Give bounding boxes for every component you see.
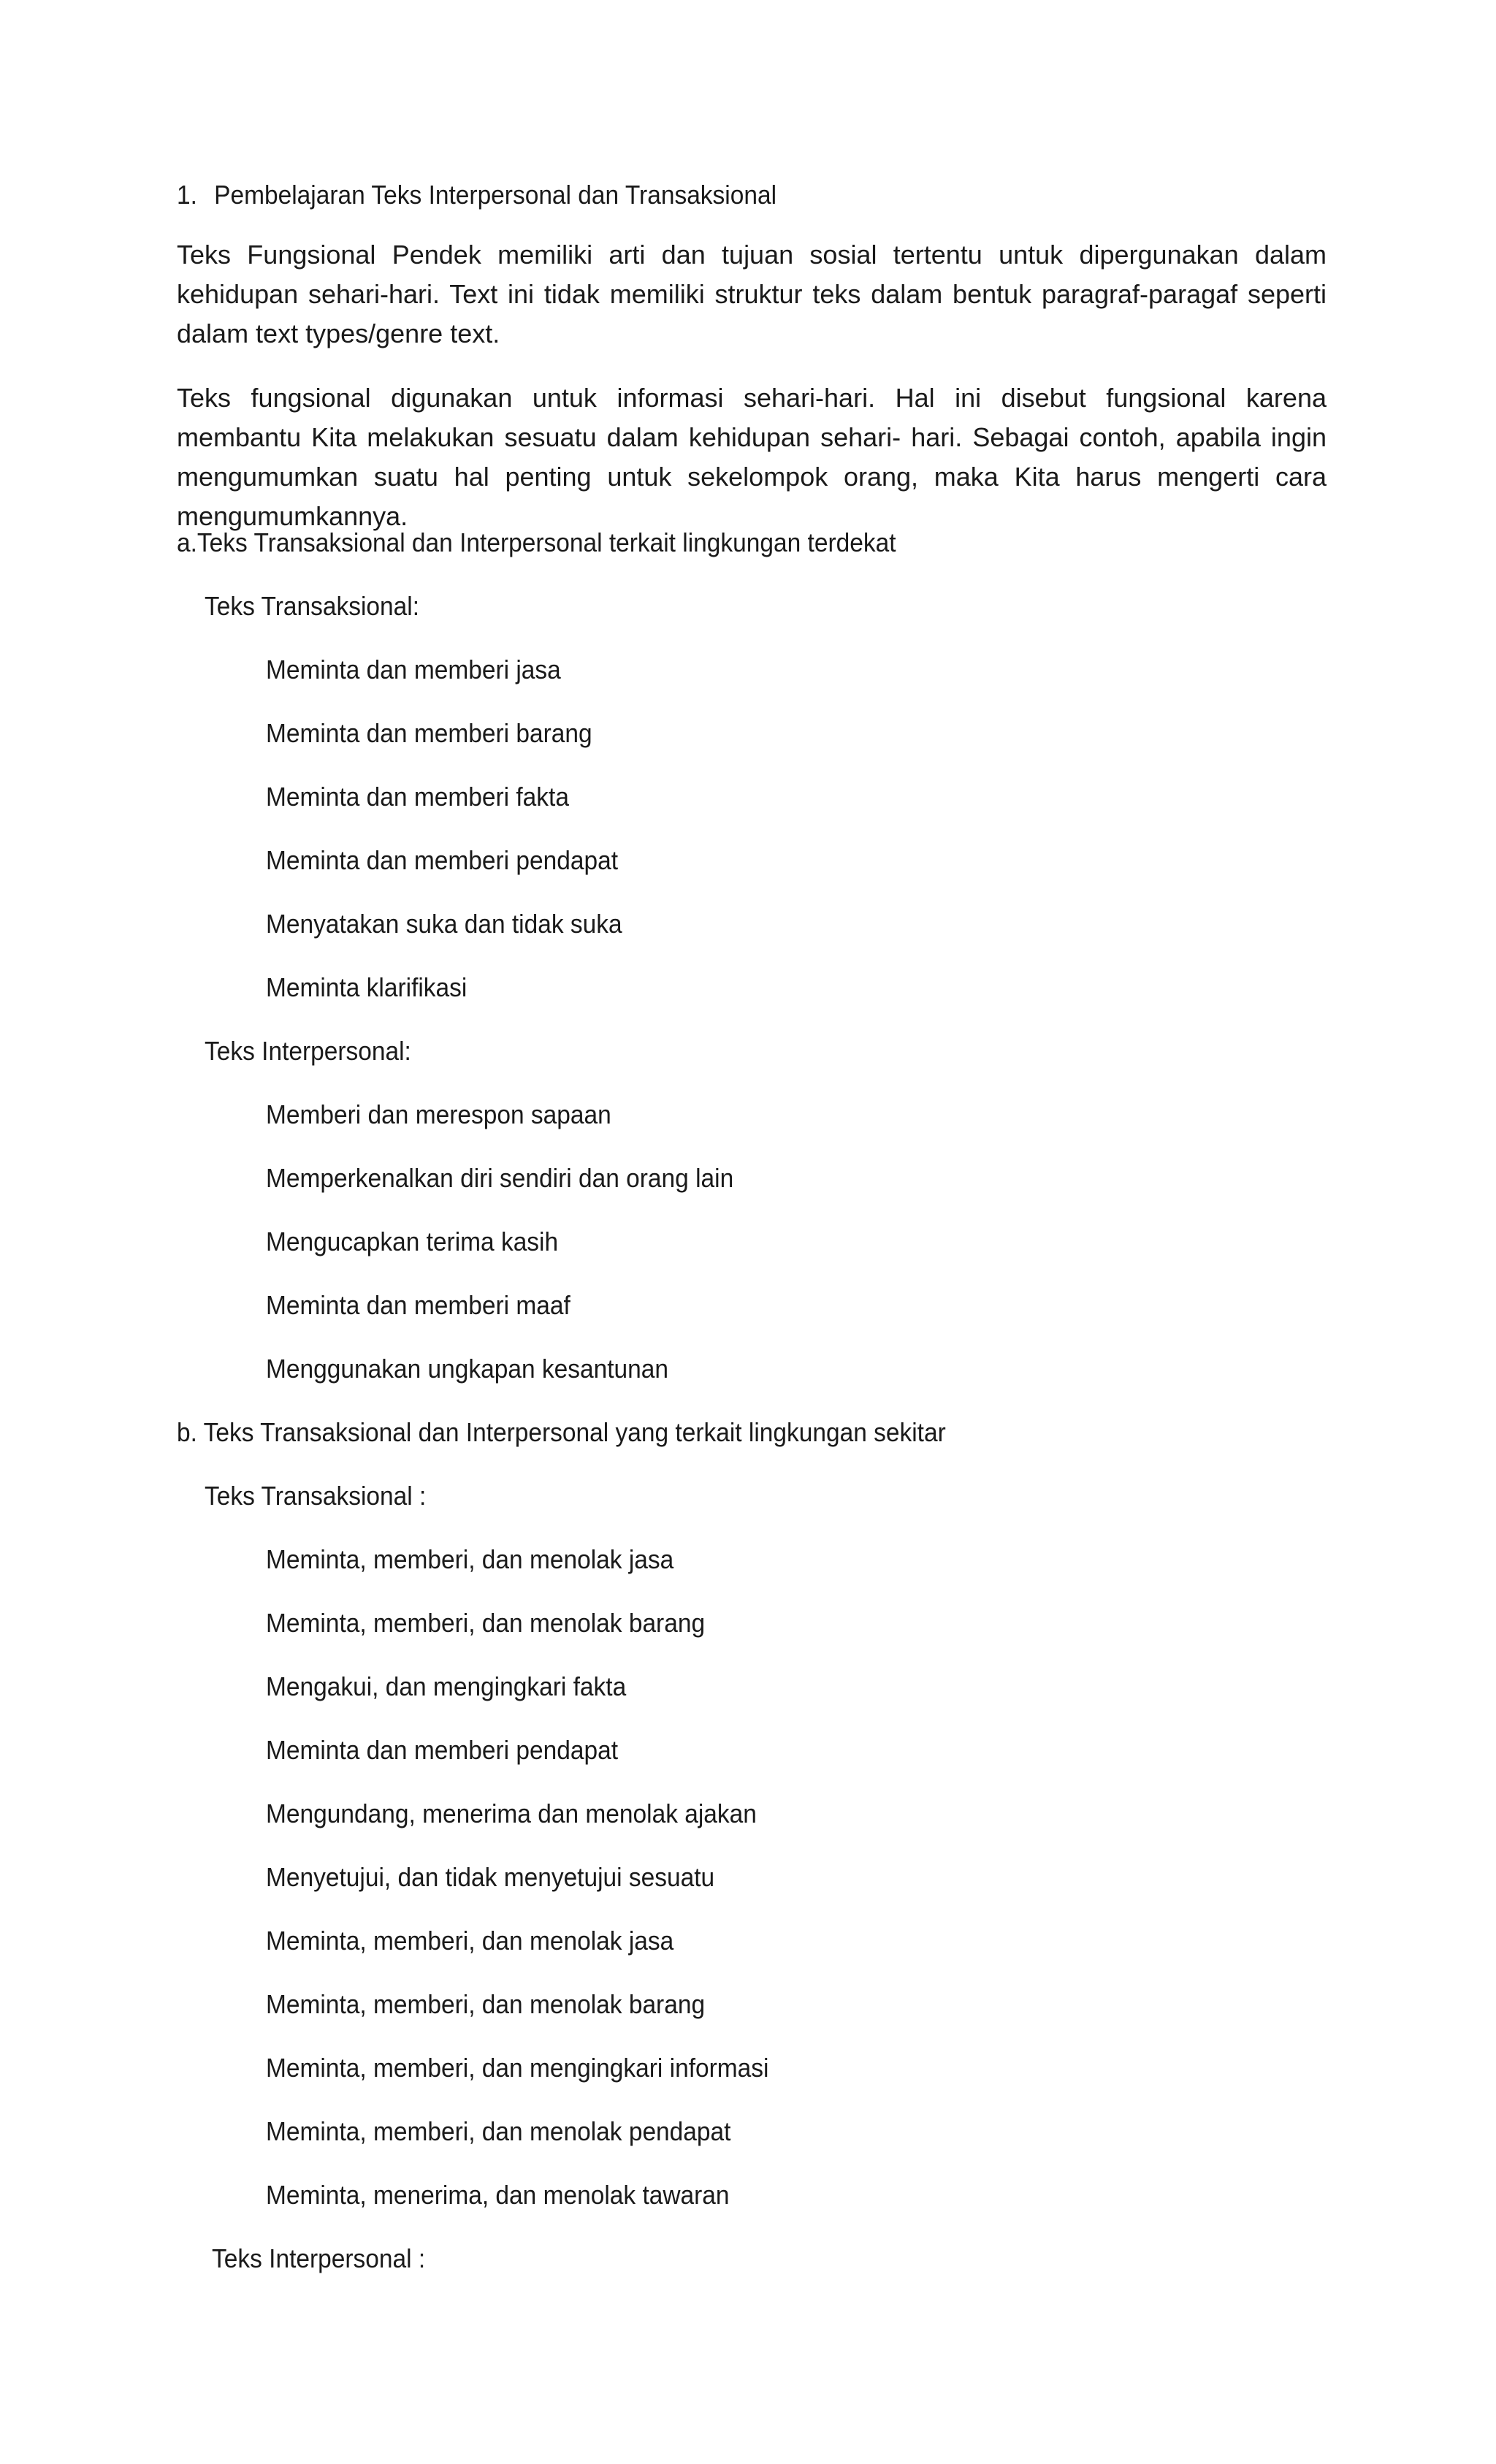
section-a-transaksional-label: Teks Transaksional: (205, 591, 420, 621)
list-item: Meminta dan memberi jasa (266, 655, 561, 684)
section-b-interpersonal-label: Teks Interpersonal : (212, 2243, 426, 2273)
list-item: Menggunakan ungkapan kesantunan (266, 1354, 669, 1384)
section-a-interpersonal-label: Teks Interpersonal: (205, 1036, 411, 1066)
list-item: Meminta dan memberi pendapat (266, 845, 619, 875)
list-item: Meminta, memberi, dan menolak pendapat (266, 2116, 731, 2146)
list-item: Meminta dan memberi pendapat (266, 1735, 619, 1765)
list-item: Mengucapkan terima kasih (266, 1227, 559, 1256)
list-item: Menyetujui, dan tidak menyetujui sesuatu (266, 1862, 715, 1892)
list-item: Mengakui, dan mengingkari fakta (266, 1671, 627, 1701)
list-item: Meminta dan memberi maaf (266, 1290, 570, 1320)
list-item: Meminta, menerima, dan menolak tawaran (266, 2180, 730, 2210)
list-item: Meminta, memberi, dan mengingkari informasi (266, 2053, 769, 2083)
heading-title: Pembelajaran Teks Interpersonal dan Transaksional (214, 180, 777, 210)
list-item: Memperkenalkan diri sendiri dan orang lain (266, 1163, 734, 1193)
section-heading (177, 175, 776, 215)
list-item: Meminta, memberi, dan menolak jasa (266, 1926, 674, 1956)
list-item: Meminta, memberi, dan menolak barang (266, 1989, 706, 2019)
heading-number: 1. (177, 180, 197, 210)
list-item: Meminta dan memberi fakta (266, 782, 569, 812)
section-b-title: b. Teks Transaksional dan Interpersonal yang terkait lingkungan sekitar (177, 1417, 946, 1447)
list-item: Meminta, memberi, dan menolak jasa (266, 1544, 674, 1574)
list-item: Meminta, memberi, dan menolak barang (266, 1608, 706, 1638)
list-item: Meminta dan memberi barang (266, 718, 592, 748)
paragraph-2: Teks fungsional digunakan untuk informasi sehari-hari. Hal ini disebut fungsional karena membantu Kita melakukan sesuatu dalam kehidupan sehari- hari. Sebagai contoh, apabila ingin mengumumkan suatu hal penting untuk sekelompok orang, maka Kita harus mengerti cara mengumumkannya. (177, 383, 1327, 531)
list-item: Mengundang, menerima dan menolak ajakan (266, 1799, 757, 1828)
list-item: Menyatakan suka dan tidak suka (266, 909, 622, 939)
section-b-transaksional-label: Teks Transaksional : (205, 1481, 427, 1511)
list-item: Meminta klarifikasi (266, 972, 468, 1002)
paragraph-1: Teks Fungsional Pendek memiliki arti dan tujuan sosial tertentu untuk dipergunakan dalam kehidupan sehari-hari. Text ini tidak memiliki struktur teks dalam bentuk paragraf-paragaf seperti dalam text types/genre text. (177, 240, 1327, 348)
list-item: Memberi dan merespon sapaan (266, 1099, 611, 1129)
section-a-title: a.Teks Transaksional dan Interpersonal terkait lingkungan terdekat (177, 527, 896, 557)
